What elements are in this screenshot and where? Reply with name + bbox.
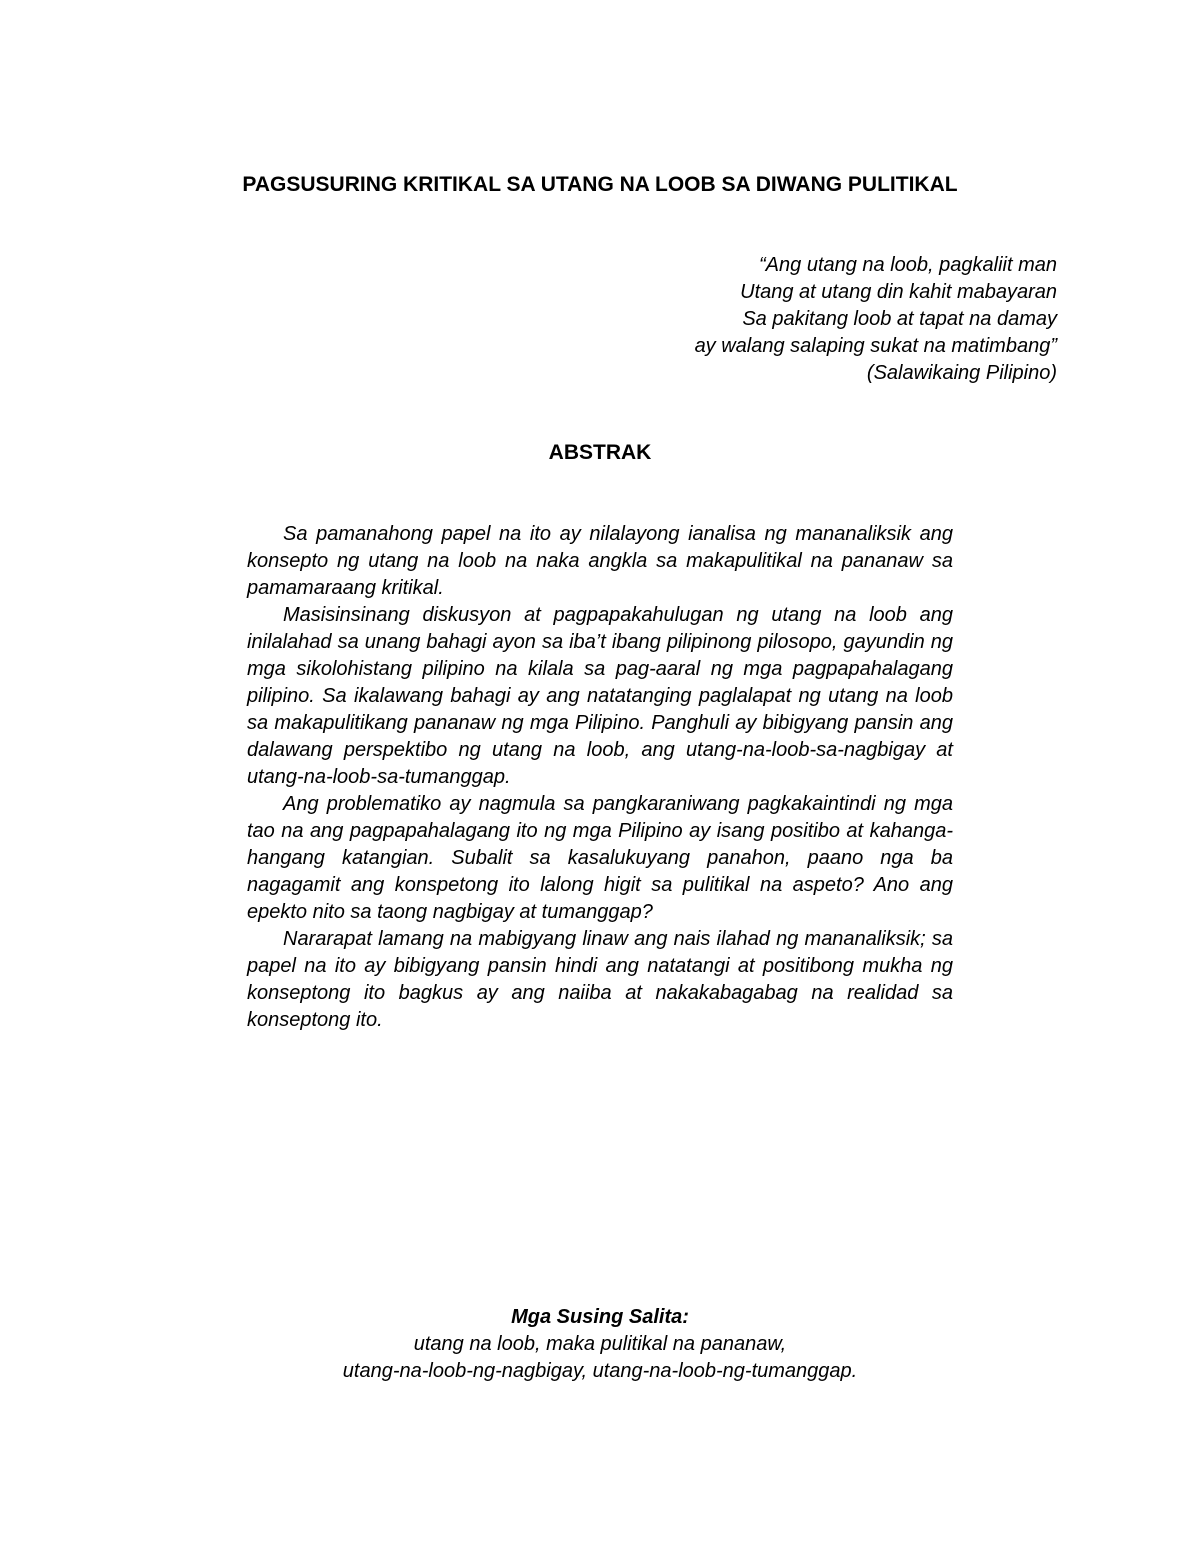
epigraph-line: “Ang utang na loob, pagkaliit man	[759, 254, 1057, 276]
epigraph	[695, 252, 1057, 387]
abstract-heading: ABSTRAK	[548, 441, 652, 464]
keywords-line: utang na loob, maka pulitikal na pananaw,	[413, 1333, 787, 1355]
epigraph-line: Sa pakitang loob at tapat na damay	[742, 308, 1057, 330]
abstract-body	[247, 521, 953, 1034]
keywords-line: utang-na-loob-ng-nagbigay, utang-na-loob-ng-tumanggap.	[342, 1360, 858, 1382]
abstract-paragraph: Nararapat lamang na mabigyang linaw ang nais ilahad ng mananaliksik; sa papel na ito ay bibigyang pansin hindi ang natatangi at positibong mukha ng konseptong ito bagkus ay ang naiiba at nakakabagabag na realidad sa konseptong ito.	[247, 928, 953, 1031]
keywords-heading: Mga Susing Salita:	[511, 1306, 689, 1328]
keywords-section	[0, 1304, 1200, 1385]
abstract-paragraph: Ang problematiko ay nagmula sa pangkaraniwang pagkakaintindi ng mga tao na ang pagpapahalagang ito ng mga Pilipino ay isang positibo at kahanga-hangang katangian. Subalit sa kasalukuyang panahon, paano nga ba nagagamit ang konspetong ito lalong higit sa pulitikal na aspeto? Ano ang epekto nito sa taong nagbigay at tumanggap?	[247, 793, 953, 923]
epigraph-attribution: (Salawikaing Pilipino)	[866, 362, 1057, 384]
abstract-paragraph: Sa pamanahong papel na ito ay nilalayong ianalisa ng mananaliksik ang konsepto ng utang na loob na naka angkla sa makapulitikal na pananaw sa pamamaraang kritikal.	[247, 523, 953, 599]
epigraph-line: ay walang salaping sukat na matimbang”	[694, 335, 1057, 357]
abstract-paragraph: Masisinsinang diskusyon at pagpapakahulugan ng utang na loob ang inilalahad sa unang bahagi ayon sa iba’t ibang pilipinong pilosopo, gayundin ng mga sikolohistang pilipino na kilala sa pag-aaral ng mga pagpapahalagang pilipino. Sa ikalawang bahagi ay ang natatanging paglalapat ng utang na loob sa makapulitikang pananaw ng mga Pilipino. Panghuli ay bibigyang pansin ang dalawang perspektibo ng utang na loob, ang utang-na-loob-sa-nagbigay at utang-na-loob-sa-tumanggap.	[247, 604, 953, 788]
epigraph-line: Utang at utang din kahit mabayaran	[740, 281, 1057, 303]
paper-title: PAGSUSURING KRITIKAL SA UTANG NA LOOB SA DIWANG PULITIKAL	[242, 173, 958, 196]
